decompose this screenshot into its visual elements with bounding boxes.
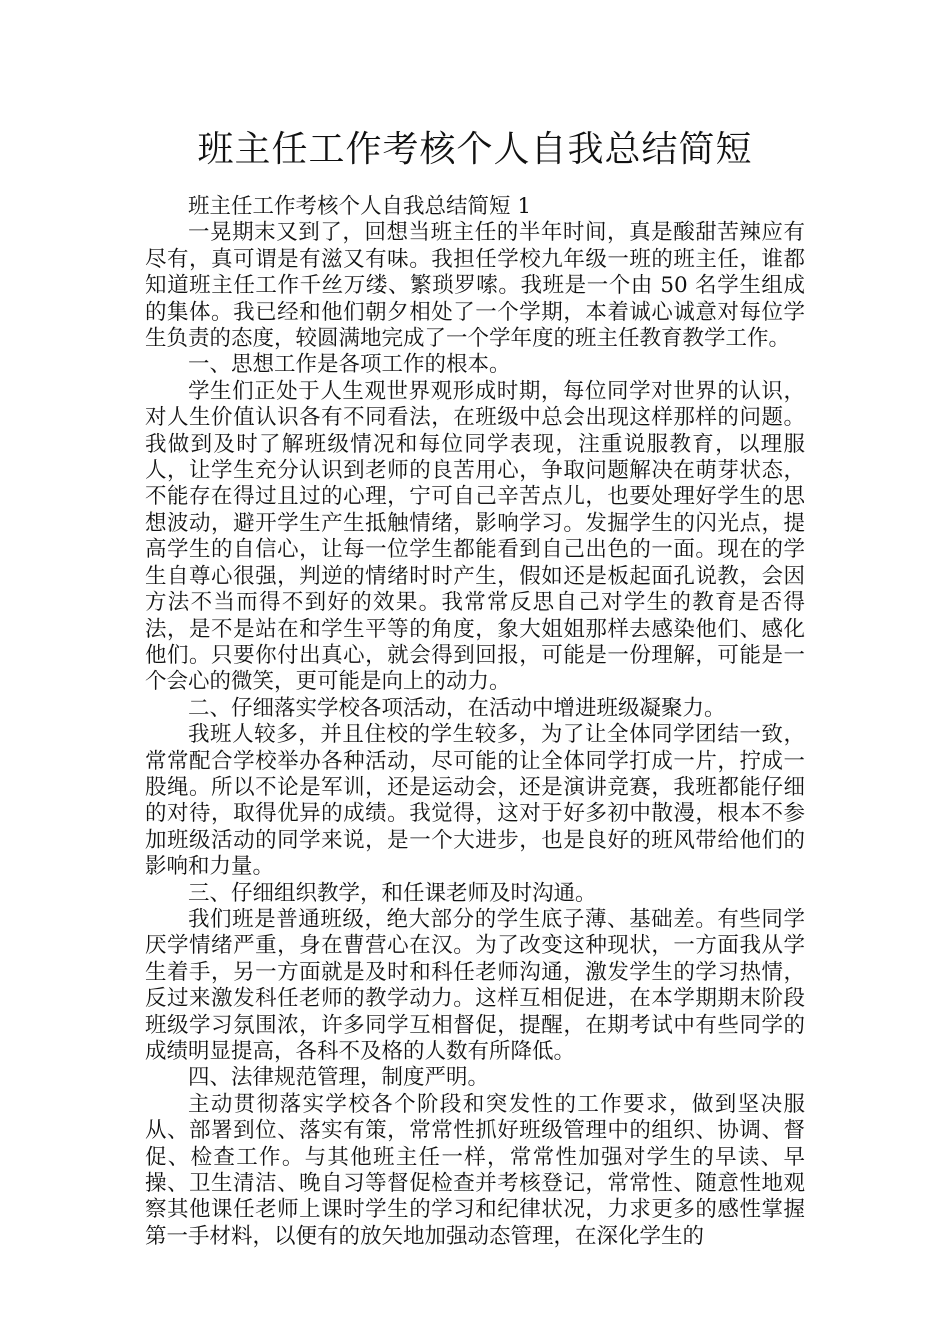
section-heading-4: 四、法律规范管理，制度严明。 <box>188 1065 490 1091</box>
document-page <box>145 120 805 1250</box>
section-heading-2: 二、仔细落实学校各项活动，在活动中增进班级凝聚力。 <box>188 695 726 721</box>
document-title: 班主任工作考核个人自我总结简短 <box>197 129 753 170</box>
document-body <box>145 194 805 1250</box>
paragraph-section-4: 主动贯彻落实学校各个阶段和突发性的工作要求，做到坚决服从、部署到位、落实有策，常常性抓好班级管理中的组织、协调、督促、检查工作。与其他班主任一样，常常性加强对学生的早读、早操、卫生清洁、晚自习等督促检查并考核登记，常常性、随意性地观察其他课任老师上课时学生的学习和纪律状况，力求更多的感性掌握第一手材料，以便有的放矢地加强动态管理，在深化学生的 <box>145 1091 805 1249</box>
paragraph-section-3: 我们班是普通班级，绝大部分的学生底子薄、基础差。有些同学厌学情绪严重，身在曹营心在汉。为了改变这种现状，一方面我从学生着手，另一方面就是及时和科任老师沟通，激发学生的学习热情，反过来激发科任老师的教学动力。这样互相促进，在本学期期末阶段班级学习氛围浓，许多同学互相督促，提醒，在期考试中有些同学的成绩明显提高，各科不及格的人数有所降低。 <box>145 906 805 1064</box>
section-heading-3: 三、仔细组织教学，和任课老师及时沟通。 <box>188 880 597 906</box>
paragraph-section-2: 我班人较多，并且住校的学生较多，为了让全体同学团结一致，常常配合学校举办各种活动，尽可能的让全体同学打成一片，拧成一股绳。所以不论是军训，还是运动会，还是演讲竞赛，我班都能仔细的对待，取得优异的成绩。我觉得，这对于好多初中散漫，根本不参加班级活动的同学来说，是一个大进步，也是良好的班风带给他们的影响和力量。 <box>145 722 805 880</box>
paragraph-subtitle: 班主任工作考核个人自我总结简短 1 <box>188 194 532 219</box>
paragraph-section-1: 学生们正处于人生观世界观形成时期，每位同学对世界的认识，对人生价值认识各有不同看法，在班级中总会出现这样那样的问题。我做到及时了解班级情况和每位同学表现，注重说服教育，以理服人，让学生充分认识到老师的良苦用心，争取问题解决在萌芽状态，不能存在得过且过的心理，宁可自己辛苦点儿，也要处理好学生的思想波动，避开学生产生抵触情绪，影响学习。发掘学生的闪光点，提高学生的自信心，让每一位学生都能看到自己出色的一面。现在的学生自尊心很强，判逆的情绪时时产生，假如还是板起面孔说教，会因方法不当而得不到好的效果。我常常反思自己对学生的教育是否得法，是不是站在和学生平等的角度，象大姐姐那样去感染他们、感化他们。只要你付出真心，就会得到回报，可能是一份理解，可能是一个会心的微笑，更可能是向上的动力。 <box>145 378 805 695</box>
section-heading-1: 一、思想工作是各项工作的根本。 <box>188 352 511 378</box>
paragraph-intro: 一晃期末又到了，回想当班主任的半年时间，真是酸甜苦辣应有尽有，真可谓是有滋又有味。我担任学校九年级一班的班主任，谁都知道班主任工作千丝万缕、繁琐罗嗦。我班是一个由 50 名学生组成的集体。我已经和他们朝夕相处了一个学期，本着诚心诚意对每位学生负责的态度，较圆满地完成了一个学年度的班主任教育教学工作。 <box>145 220 805 352</box>
